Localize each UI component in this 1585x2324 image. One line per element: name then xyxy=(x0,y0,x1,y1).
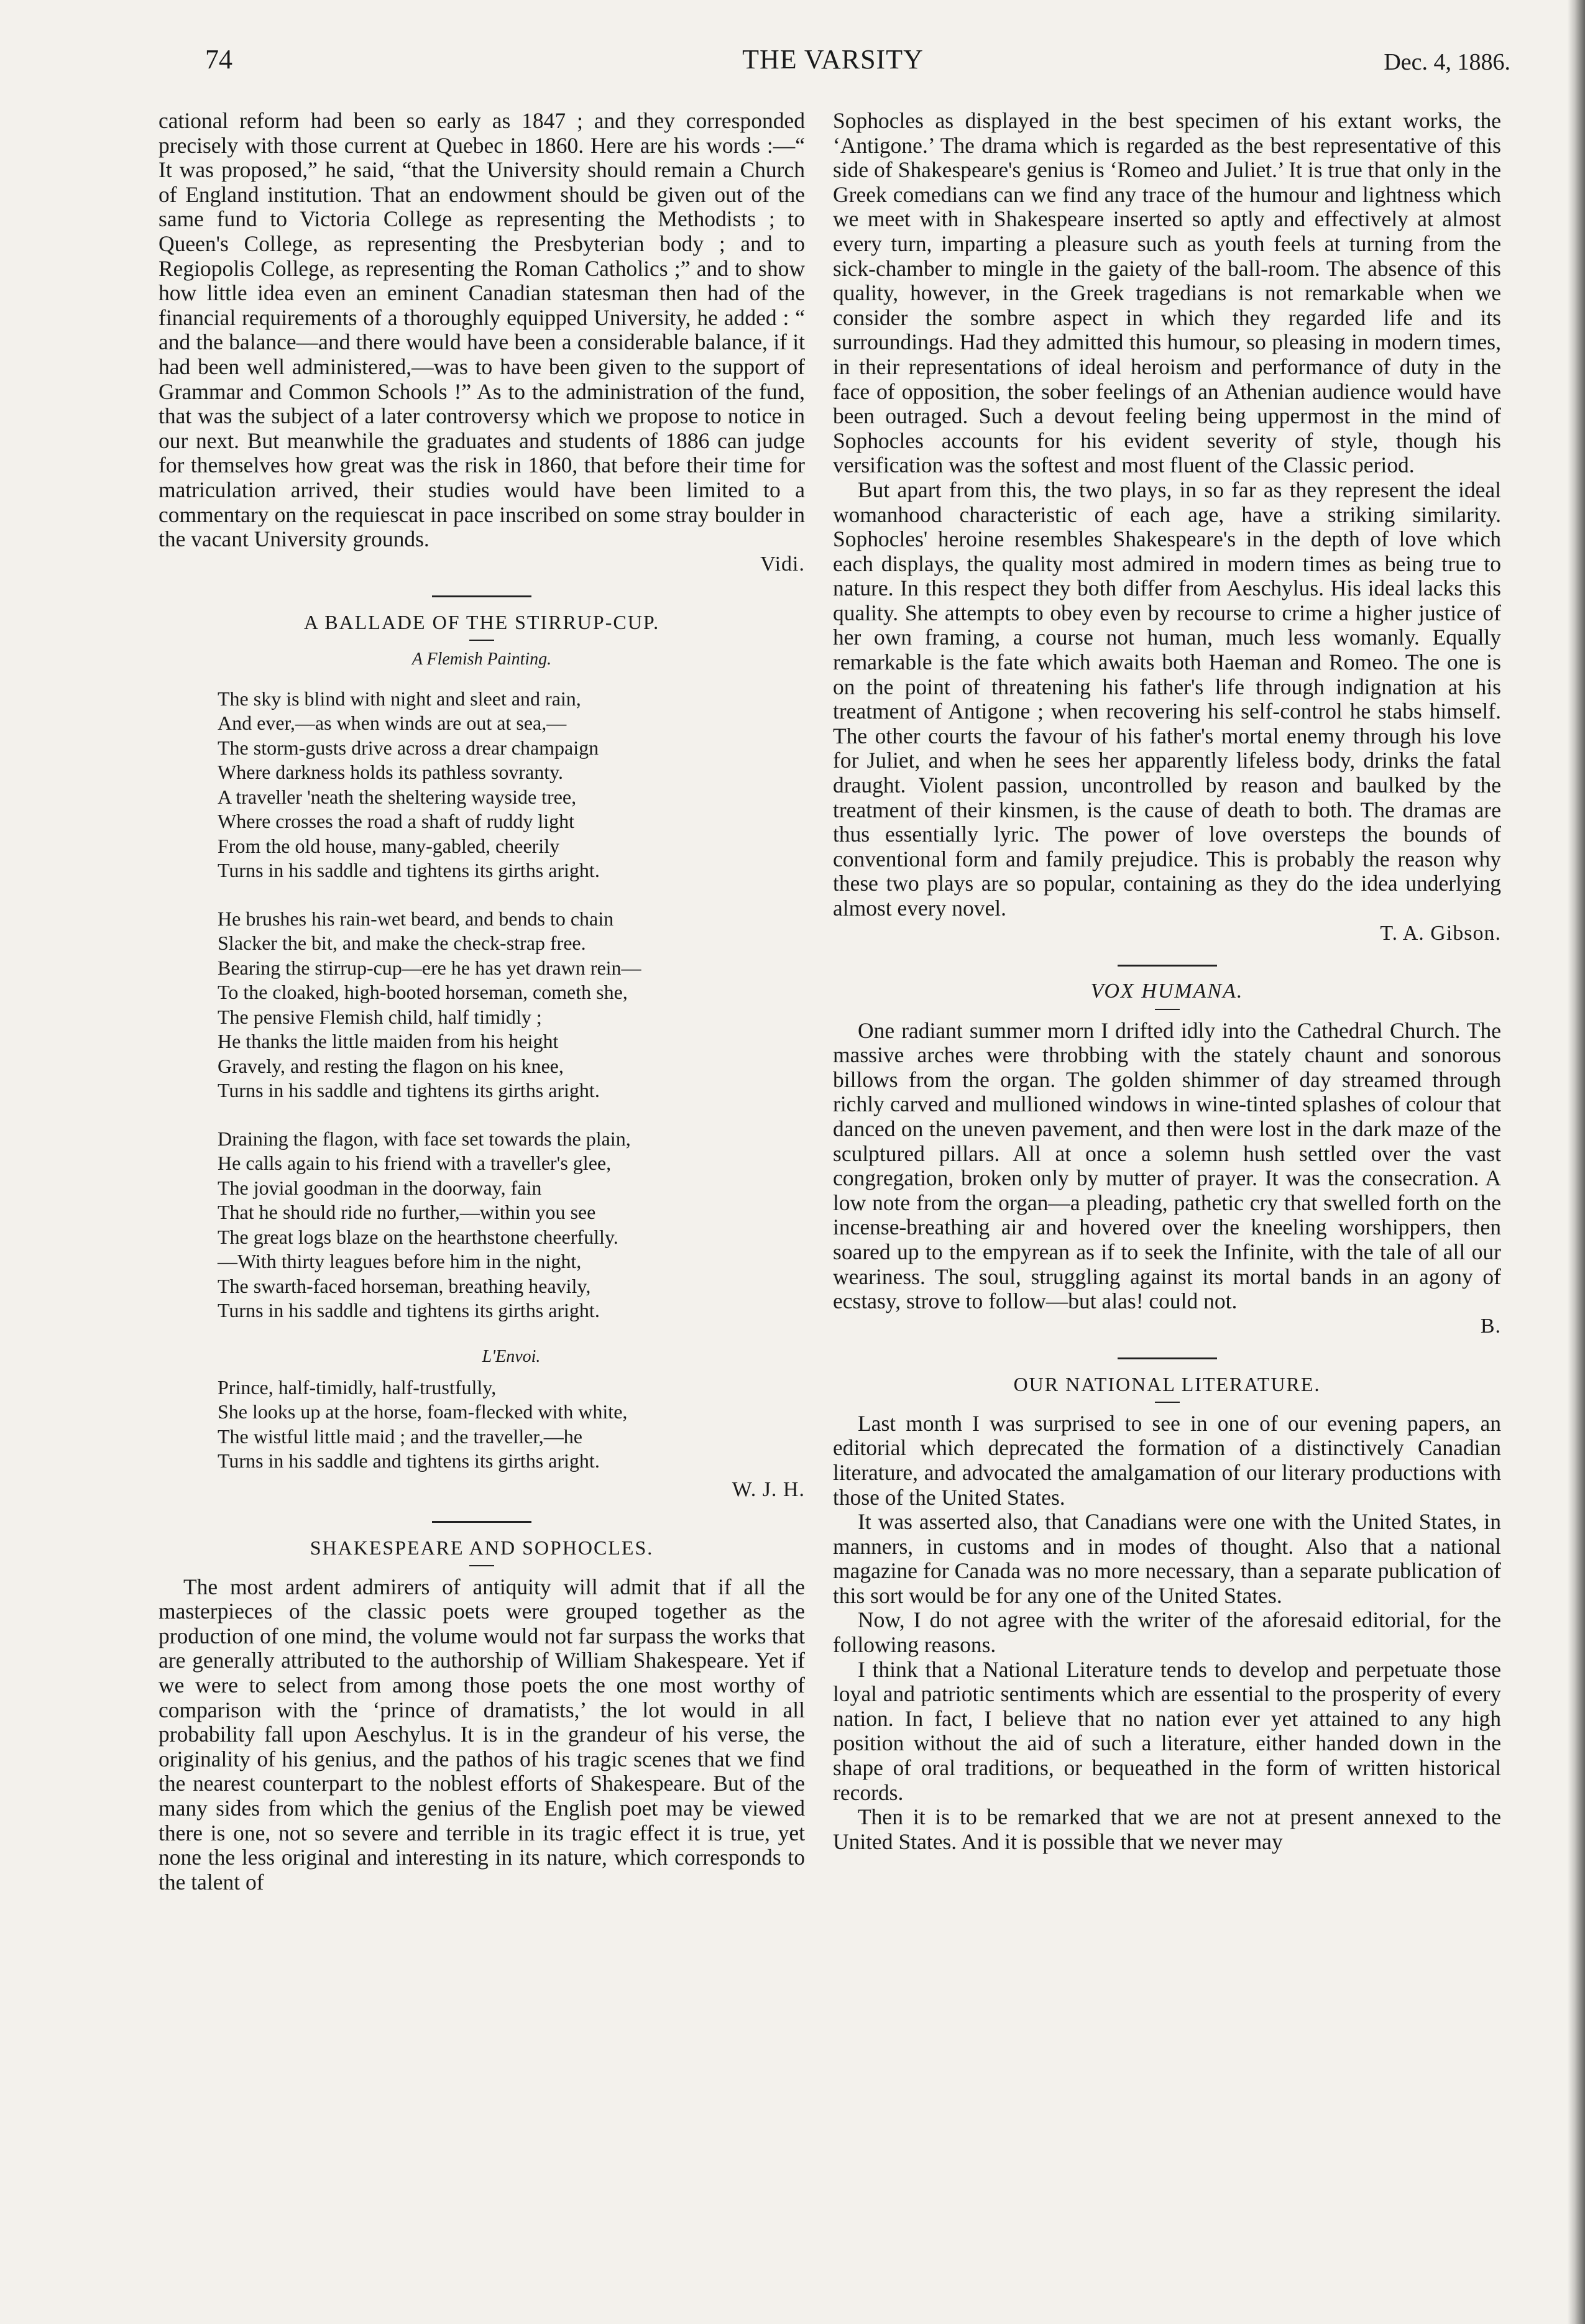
stanza xyxy=(218,907,805,1103)
poem-line: The jovial goodman in the doorway, fain xyxy=(218,1176,542,1199)
article-paragraph: I think that a National Literature tends to develop and perpetuate those loyal and patriotic sentiments which are essential to the prosperity of every nation. In fact, I believe that no nation ever yet attained to any high position without the aid of such a literature, either handed down in the shape of oral traditions, or bequeathed in the form of written historical records. xyxy=(833,1656,1501,1805)
ballade-title: A BALLADE OF THE STIRRUP-CUP. xyxy=(303,610,660,633)
poem-line: The great logs blaze on the hearthstone cheerfully. xyxy=(218,1225,618,1248)
signature-gibson: T. A. Gibson. xyxy=(1380,921,1501,945)
article-paragraph: Then it is to be remarked that we are not at present annexed to the United States. And it is possible that we never may xyxy=(833,1804,1501,1854)
poem-line: —With thirty leagues before him in the night, xyxy=(218,1250,582,1273)
article-continuation-paragraph: cational reform had been so early as 1847 ; and they corresponded precisely with those current at Quebec in 1860. Here are his words :—“ It was proposed,” he said, “that the University should remain a Church of England institution. That an endowment should be given out of the same fund to Victoria College as representing the Methodists ; to Queen's College, as representing the Presbyterian body ; and to Regiopolis College, as representing the Roman Catholics ;” and to show how little idea even an eminent Canadian statesman then had of the financial requirements of a thoroughly equipped University, he added : “ and the balance—and there would have been a considerable balance, if it had been well administered,—was to have been given to the support of Grammar and Common Schools !” As to the administration of the fund, that was the subject of a later controversy which we propose to notice in our next. But meanwhile the graduates and students of 1886 can judge for themselves how great was the risk in 1860, that before their time for matriculation arrived, their studies would have been limited to a commentary on the requiescat in pace inscribed on some stray boulder in the vacant University grounds. xyxy=(158,108,805,552)
envoi-heading: L'Envoi. xyxy=(482,1346,541,1366)
poem-line: Turns in his saddle and tightens its girths aright. xyxy=(218,859,600,882)
title-underline xyxy=(1155,1402,1180,1403)
article-paragraph: One radiant summer morn I drifted idly into the Cathedral Church. The massive arches were throbbing with the stately chaunt and sonorous billows from the organ. The golden shimmer of day streamed through richly carved and mullioned windows in wine-tinted splashes of colour that danced on the uneven pavement, and then were lost in the dark maze of the sculptured pillars. All at once a solemn hush settled over the vast congregation, broken only by mutter of prayer. It was the consecration. A low note from the organ—a pleading, pathetic cry that swelled forth on the incense-breathing air and hovered over the kneeling worshippers, then soared up to the empyrean as if to seek the Infinite, with the tale of all our weariness. The soul, struggling against its mortal bands in an agony of ecstasy, strove to follow—but alas! could not. xyxy=(833,1017,1501,1314)
poem-line: The sky is blind with night and sleet and rain, xyxy=(218,687,581,710)
poem-line: Turns in his saddle and tightens its girths aright. xyxy=(218,1299,600,1322)
poem-line: That he should ride no further,—within you see xyxy=(218,1201,596,1224)
issue-date: Dec. 4, 1886. xyxy=(1384,49,1510,75)
poem-line: He brushes his rain-wet beard, and bends to chain xyxy=(218,907,614,930)
poem-line: From the old house, many-gabled, cheerily xyxy=(218,834,560,857)
masthead-title: THE VARSITY xyxy=(742,44,924,75)
poem-line: The pensive Flemish child, half timidly ; xyxy=(218,1005,542,1028)
article-paragraph: Last month I was surprised to see in one of our evening papers, an editorial which deprecated the formation of a distinctively Canadian literature, and advocated the amalgamation of our literary productions with those of the United States. xyxy=(833,1410,1501,1510)
poem-line: She looks up at the horse, foam-flecked with white, xyxy=(218,1400,628,1423)
article-paragraph: Now, I do not agree with the writer of the aforesaid editorial, for the following reasons. xyxy=(833,1607,1501,1658)
article-paragraph: Sophocles as displayed in the best specimen of his extant works, the ‘Antigone.’ The drama which is regarded as the best representative of this side of Shakespeare's genius is ‘Romeo and Juliet.’ It is true that only in the Greek comedians can we find any trace of the humour and lightness which we meet with in Shakespeare inserted so aptly and effectively at almost every turn, imparting a pleasure such as youth feels at turning from the sick-chamber to mingle in the gaiety of the ball-room. The absence of this quality, however, in the Greek tragedians is not remarkable when we consider the sombre aspect in which they regarded life and its surroundings. Had they admitted this humour, so pleasing in modern times, in their representations of ideal heroism and performance of duty in the face of opposition, the sober feelings of an Athenian audience would have been outraged. Such a devout feeling being uppermost in the mind of Sophocles accounts for his evident severity of style, though his versification was the softest and most fluent of the Classic period. xyxy=(833,108,1501,478)
ballade-poem xyxy=(218,687,805,1474)
poem-line: The storm-gusts drive across a drear champaign xyxy=(218,736,599,759)
poem-line: And ever,—as when winds are out at sea,— xyxy=(218,712,567,735)
poem-line: Draining the flagon, with face set towards the plain, xyxy=(218,1127,631,1150)
page-edge-shadow xyxy=(1568,0,1585,2324)
envoi-stanza xyxy=(218,1376,805,1474)
signature-vidi: Vidi. xyxy=(760,552,805,576)
section-divider xyxy=(1118,965,1217,967)
title-underline xyxy=(469,640,494,641)
shakespeare-title: SHAKESPEARE AND SOPHOCLES. xyxy=(310,1536,654,1559)
title-underline xyxy=(1155,1009,1180,1010)
article-paragraph: But apart from this, the two plays, in so far as they represent the ideal womanhood characteristic of each age, have a striking similarity. Sophocles' heroine resembles Shakespeare's in the depth of love which each displays, the quality most admired in modern times as being true to nature. In this respect they both differ from Aeschylus. His ideal lacks this quality. She attempts to obey even by recourse to crime a higher justice of her own framing, a course not human, much less womanly. Equally remarkable is the fate which awaits both Haeman and Romeo. The one is on the point of threatening his father's life through indignation at his treatment of Antigone ; when recovering his self-control he stabs himself. The other courts the favour of his father's mortal enemy through his love for Juliet, and when he sees her apparently lifeless body, drinks the fatal draught. Violent passion, uncontrolled by reason and baulked by the treatment of their kinsmen, is the cause of death to both. The dramas are thus essentially lyric. The power of love oversteps the bounds of conventional form and family prejudice. This is probably the reason why these two plays are so popular, containing as they do the idea underlying almost every novel. xyxy=(833,477,1501,921)
vox-humana-title: VOX HUMANA. xyxy=(1090,979,1244,1003)
title-underline xyxy=(469,1565,494,1566)
stanza xyxy=(218,1127,805,1323)
stanza xyxy=(218,687,805,883)
poem-line: Where crosses the road a shaft of ruddy light xyxy=(218,810,575,833)
section-divider xyxy=(432,595,531,597)
poem-line: Turns in his saddle and tightens its girths aright. xyxy=(218,1449,600,1472)
section-divider xyxy=(1118,1357,1217,1359)
ballade-subtitle: A Flemish Painting. xyxy=(411,649,552,669)
signature-wjh: W. J. H. xyxy=(732,1477,805,1501)
poem-line: Turns in his saddle and tightens its girths aright. xyxy=(218,1079,600,1102)
signature-b: B. xyxy=(1480,1314,1501,1338)
poem-line: Gravely, and resting the flagon on his knee, xyxy=(218,1054,564,1077)
poem-line: The swarth-faced horseman, breathing heavily, xyxy=(218,1274,591,1297)
page-number: 74 xyxy=(205,44,232,75)
poem-line: Where darkness holds its pathless sovranty. xyxy=(218,761,564,784)
poem-line: A traveller 'neath the sheltering wayside tree, xyxy=(218,785,577,808)
poem-line: Slacker the bit, and make the check-strap free. xyxy=(218,932,586,955)
poem-line: The wistful little maid ; and the traveller,—he xyxy=(218,1425,582,1448)
page-header xyxy=(155,44,1510,87)
section-divider xyxy=(432,1521,531,1523)
right-column xyxy=(833,109,1501,1854)
poem-line: Bearing the stirrup-cup—ere he has yet drawn rein— xyxy=(218,956,641,979)
poem-line: Prince, half-timidly, half-trustfully, xyxy=(218,1376,497,1399)
poem-line: To the cloaked, high-booted horseman, cometh she, xyxy=(218,981,628,1004)
poem-line: He thanks the little maiden from his height xyxy=(218,1030,559,1053)
article-paragraph: It was asserted also, that Canadians were one with the United States, in manners, in customs and in modes of thought. Also that a national magazine for Canada was no more necessary, than a separate publication of this sort would be for any one of the United States. xyxy=(833,1509,1501,1608)
national-literature-title: OUR NATIONAL LITERATURE. xyxy=(1013,1372,1321,1395)
left-column xyxy=(158,109,805,1895)
article-paragraph: The most ardent admirers of antiquity will admit that if all the masterpieces of the classic poets were grouped together as the production of one mind, the volume would not far surpass the works that are generally attributed to the authorship of William Shakespeare. Yet if we were to select from among those poets the one most worthy of comparison with the ‘prince of dramatists,’ the lot would in all probability fall upon Aeschylus. It is in the grandeur of his verse, the originality of his genius, and the pathos of his tragic scenes that we find the nearest counterpart to the noblest efforts of Shakespeare. But of the many sides from which the genius of the English poet may be viewed there is one, not so severe and terrible in its tragic effect it is true, yet none the less original and interesting in its nature, which corresponds to the talent of xyxy=(158,1574,805,1895)
poem-line: He calls again to his friend with a traveller's glee, xyxy=(218,1152,612,1175)
